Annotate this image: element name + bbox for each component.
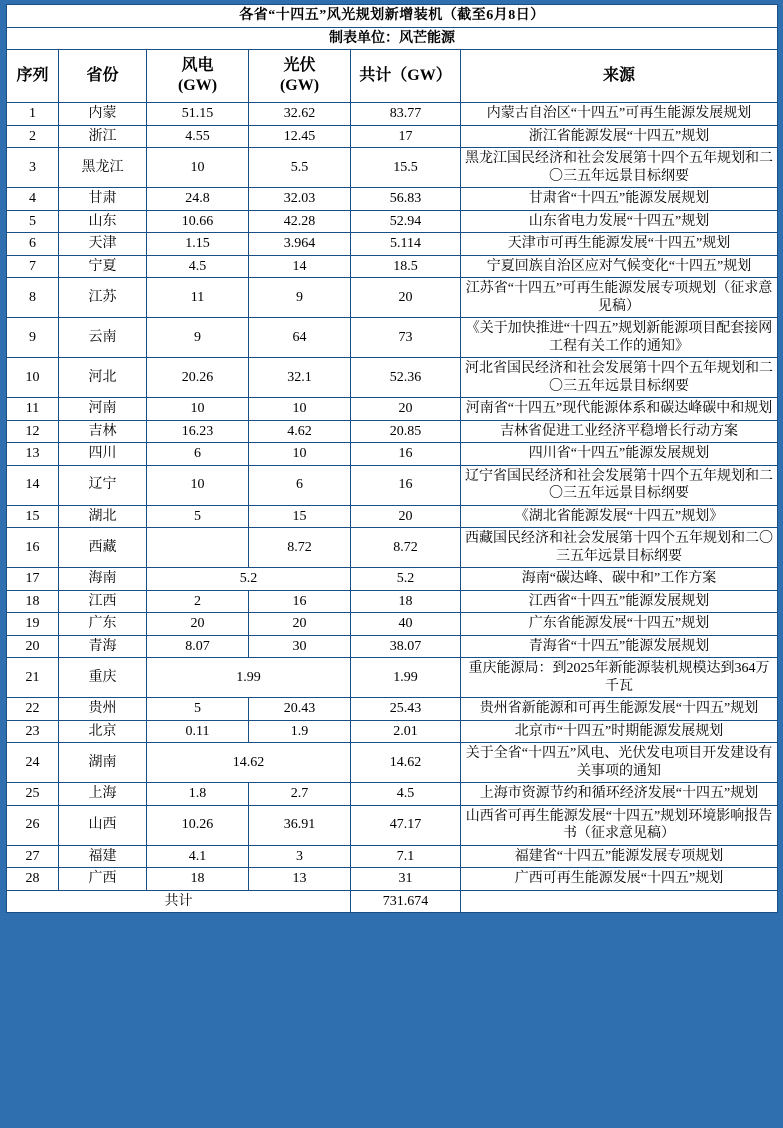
cell-total: 20 — [351, 398, 461, 421]
cell-province: 贵州 — [59, 698, 147, 721]
cell-province: 海南 — [59, 568, 147, 591]
cell-province: 内蒙 — [59, 103, 147, 126]
table-footer — [7, 890, 778, 913]
cell-source: 广东省能源发展“十四五”规划 — [461, 613, 778, 636]
cell-total: 16 — [351, 443, 461, 466]
table-row — [7, 103, 778, 126]
cell-source: 宁夏回族自治区应对气候变化“十四五”规划 — [461, 255, 778, 278]
header-solar — [249, 50, 351, 103]
table-row — [7, 868, 778, 891]
cell-source: 上海市资源节约和循环经济发展“十四五”规划 — [461, 783, 778, 806]
cell-index: 15 — [7, 505, 59, 528]
cell-solar: 12.45 — [249, 125, 351, 148]
cell-source: 河南省“十四五”现代能源体系和碳达峰碳中和规划 — [461, 398, 778, 421]
cell-solar: 4.62 — [249, 420, 351, 443]
header-wind-line1: 风电 — [181, 57, 214, 74]
cell-index: 4 — [7, 188, 59, 211]
cell-solar: 32.03 — [249, 188, 351, 211]
table-row — [7, 743, 778, 783]
cell-wind-solar-merged: 5.2 — [147, 568, 351, 591]
table-row — [7, 278, 778, 318]
cell-index: 20 — [7, 635, 59, 658]
cell-total: 52.36 — [351, 358, 461, 398]
cell-total: 47.17 — [351, 805, 461, 845]
cell-wind: 10.26 — [147, 805, 249, 845]
cell-total: 20 — [351, 278, 461, 318]
cell-source: 北京市“十四五”时期能源发展规划 — [461, 720, 778, 743]
cell-index: 19 — [7, 613, 59, 636]
cell-province: 福建 — [59, 845, 147, 868]
cell-index: 25 — [7, 783, 59, 806]
cell-source: 山西省可再生能源发展“十四五”规划环境影响报告书（征求意见稿） — [461, 805, 778, 845]
cell-total: 38.07 — [351, 635, 461, 658]
cell-province: 云南 — [59, 318, 147, 358]
cell-wind: 9 — [147, 318, 249, 358]
table-row — [7, 528, 778, 568]
cell-total: 16 — [351, 465, 461, 505]
cell-total: 40 — [351, 613, 461, 636]
cell-total: 52.94 — [351, 210, 461, 233]
cell-province: 广东 — [59, 613, 147, 636]
cell-province: 北京 — [59, 720, 147, 743]
cell-total: 8.72 — [351, 528, 461, 568]
cell-wind: 2 — [147, 590, 249, 613]
cell-source: 《关于加快推进“十四五”规划新能源项目配套接网工程有关工作的通知》 — [461, 318, 778, 358]
cell-solar: 1.9 — [249, 720, 351, 743]
cell-wind: 10 — [147, 398, 249, 421]
cell-source: 西藏国民经济和社会发展第十四个五年规划和二〇三五年远景目标纲要 — [461, 528, 778, 568]
cell-wind: 10 — [147, 465, 249, 505]
cell-province: 四川 — [59, 443, 147, 466]
table-row — [7, 443, 778, 466]
cell-source: 甘肃省“十四五”能源发展规划 — [461, 188, 778, 211]
cell-total: 73 — [351, 318, 461, 358]
cell-total: 1.99 — [351, 658, 461, 698]
cell-index: 23 — [7, 720, 59, 743]
cell-source: 贵州省新能源和可再生能源发展“十四五”规划 — [461, 698, 778, 721]
cell-index: 6 — [7, 233, 59, 256]
cell-index: 13 — [7, 443, 59, 466]
cell-index: 26 — [7, 805, 59, 845]
cell-wind — [147, 528, 249, 568]
cell-total: 2.01 — [351, 720, 461, 743]
footer-row — [7, 890, 778, 913]
cell-province: 重庆 — [59, 658, 147, 698]
cell-province: 湖南 — [59, 743, 147, 783]
document-title: 各省“十四五”风光规划新增装机（截至6月8日） — [7, 5, 778, 28]
cell-source: 内蒙古自治区“十四五”可再生能源发展规划 — [461, 103, 778, 126]
cell-province: 山东 — [59, 210, 147, 233]
cell-province: 青海 — [59, 635, 147, 658]
cell-total: 15.5 — [351, 148, 461, 188]
cell-solar: 36.91 — [249, 805, 351, 845]
cell-wind: 6 — [147, 443, 249, 466]
cell-source: 江苏省“十四五”可再生能源发展专项规划（征求意见稿） — [461, 278, 778, 318]
cell-wind: 4.5 — [147, 255, 249, 278]
cell-province: 天津 — [59, 233, 147, 256]
table-row — [7, 590, 778, 613]
table-row — [7, 568, 778, 591]
table-row — [7, 318, 778, 358]
cell-wind: 10.66 — [147, 210, 249, 233]
cell-source: 黑龙江国民经济和社会发展第十四个五年规划和二〇三五年远景目标纲要 — [461, 148, 778, 188]
cell-index: 9 — [7, 318, 59, 358]
document-subtitle: 制表单位：风芒能源 — [7, 27, 778, 50]
cell-province: 湖北 — [59, 505, 147, 528]
cell-solar: 10 — [249, 443, 351, 466]
cell-source: 《湖北省能源发展“十四五”规划》 — [461, 505, 778, 528]
cell-solar: 30 — [249, 635, 351, 658]
cell-total: 5.2 — [351, 568, 461, 591]
cell-total: 56.83 — [351, 188, 461, 211]
cell-index: 27 — [7, 845, 59, 868]
cell-province: 浙江 — [59, 125, 147, 148]
cell-total: 83.77 — [351, 103, 461, 126]
header-source: 来源 — [461, 50, 778, 103]
table-row — [7, 255, 778, 278]
table-row — [7, 613, 778, 636]
cell-source: 吉林省促进工业经济平稳增长行动方案 — [461, 420, 778, 443]
header-province: 省份 — [59, 50, 147, 103]
cell-index: 8 — [7, 278, 59, 318]
cell-total: 7.1 — [351, 845, 461, 868]
cell-source: 青海省“十四五”能源发展规划 — [461, 635, 778, 658]
footer-total-value: 731.674 — [351, 890, 461, 913]
cell-source: 广西可再生能源发展“十四五”规划 — [461, 868, 778, 891]
cell-solar: 8.72 — [249, 528, 351, 568]
cell-index: 10 — [7, 358, 59, 398]
cell-wind: 18 — [147, 868, 249, 891]
cell-index: 12 — [7, 420, 59, 443]
cell-index: 5 — [7, 210, 59, 233]
cell-province: 上海 — [59, 783, 147, 806]
cell-total: 5.114 — [351, 233, 461, 256]
cell-source: 重庆能源局：到2025年新能源装机规模达到364万千瓦 — [461, 658, 778, 698]
cell-solar: 64 — [249, 318, 351, 358]
cell-solar: 2.7 — [249, 783, 351, 806]
cell-index: 16 — [7, 528, 59, 568]
cell-index: 2 — [7, 125, 59, 148]
cell-source: 海南“碳达峰、碳中和”工作方案 — [461, 568, 778, 591]
cell-wind: 20.26 — [147, 358, 249, 398]
cell-source: 天津市可再生能源发展“十四五”规划 — [461, 233, 778, 256]
cell-index: 28 — [7, 868, 59, 891]
cell-solar: 5.5 — [249, 148, 351, 188]
table-body — [7, 103, 778, 891]
cell-wind: 10 — [147, 148, 249, 188]
cell-province: 黑龙江 — [59, 148, 147, 188]
title-row — [7, 5, 778, 28]
cell-wind-solar-merged: 1.99 — [147, 658, 351, 698]
cell-wind: 5 — [147, 698, 249, 721]
cell-solar: 42.28 — [249, 210, 351, 233]
cell-province: 西藏 — [59, 528, 147, 568]
cell-solar: 32.1 — [249, 358, 351, 398]
header-solar-line2: (GW) — [279, 77, 320, 94]
cell-total: 4.5 — [351, 783, 461, 806]
cell-solar: 3.964 — [249, 233, 351, 256]
table-row — [7, 398, 778, 421]
cell-solar: 16 — [249, 590, 351, 613]
column-header-row — [7, 50, 778, 103]
cell-index: 22 — [7, 698, 59, 721]
cell-solar: 20 — [249, 613, 351, 636]
table-row — [7, 698, 778, 721]
table-row — [7, 658, 778, 698]
header-solar-line1: 光伏 — [283, 57, 316, 74]
cell-wind: 1.8 — [147, 783, 249, 806]
cell-source: 关于全省“十四五”风电、光伏发电项目开发建设有关事项的通知 — [461, 743, 778, 783]
cell-source: 浙江省能源发展“十四五”规划 — [461, 125, 778, 148]
cell-index: 17 — [7, 568, 59, 591]
table-row — [7, 635, 778, 658]
header-wind — [147, 50, 249, 103]
cell-solar: 32.62 — [249, 103, 351, 126]
table-row — [7, 845, 778, 868]
cell-solar: 15 — [249, 505, 351, 528]
cell-wind: 24.8 — [147, 188, 249, 211]
cell-source: 福建省“十四五”能源发展专项规划 — [461, 845, 778, 868]
table-row — [7, 358, 778, 398]
cell-province: 甘肃 — [59, 188, 147, 211]
cell-source: 四川省“十四五”能源发展规划 — [461, 443, 778, 466]
cell-solar: 3 — [249, 845, 351, 868]
cell-total: 31 — [351, 868, 461, 891]
table-row — [7, 148, 778, 188]
header-index: 序列 — [7, 50, 59, 103]
cell-wind: 11 — [147, 278, 249, 318]
cell-index: 1 — [7, 103, 59, 126]
table-row — [7, 783, 778, 806]
cell-province: 吉林 — [59, 420, 147, 443]
cell-wind-solar-merged: 14.62 — [147, 743, 351, 783]
footer-empty-cell — [461, 890, 778, 913]
header-total: 共计（GW） — [351, 50, 461, 103]
cell-province: 宁夏 — [59, 255, 147, 278]
cell-province: 江西 — [59, 590, 147, 613]
cell-solar: 14 — [249, 255, 351, 278]
table-row — [7, 720, 778, 743]
table-row — [7, 210, 778, 233]
footer-total-label: 共计 — [7, 890, 351, 913]
cell-wind: 8.07 — [147, 635, 249, 658]
cell-solar: 9 — [249, 278, 351, 318]
cell-index: 3 — [7, 148, 59, 188]
cell-province: 山西 — [59, 805, 147, 845]
cell-wind: 0.11 — [147, 720, 249, 743]
cell-index: 18 — [7, 590, 59, 613]
table-header — [7, 5, 778, 103]
cell-wind: 4.1 — [147, 845, 249, 868]
cell-total: 18 — [351, 590, 461, 613]
cell-source: 河北省国民经济和社会发展第十四个五年规划和二〇三五年远景目标纲要 — [461, 358, 778, 398]
cell-solar: 13 — [249, 868, 351, 891]
header-wind-line2: (GW) — [177, 77, 218, 94]
cell-source: 辽宁省国民经济和社会发展第十四个五年规划和二〇三五年远景目标纲要 — [461, 465, 778, 505]
table-row — [7, 188, 778, 211]
planning-table — [6, 4, 778, 913]
cell-index: 14 — [7, 465, 59, 505]
cell-source: 山东省电力发展“十四五”规划 — [461, 210, 778, 233]
cell-index: 7 — [7, 255, 59, 278]
table-row — [7, 420, 778, 443]
cell-province: 江苏 — [59, 278, 147, 318]
cell-province: 广西 — [59, 868, 147, 891]
cell-wind: 51.15 — [147, 103, 249, 126]
table-row — [7, 805, 778, 845]
cell-total: 20 — [351, 505, 461, 528]
cell-index: 24 — [7, 743, 59, 783]
cell-total: 20.85 — [351, 420, 461, 443]
cell-wind: 1.15 — [147, 233, 249, 256]
cell-index: 21 — [7, 658, 59, 698]
cell-total: 14.62 — [351, 743, 461, 783]
table-row — [7, 505, 778, 528]
cell-source: 江西省“十四五”能源发展规划 — [461, 590, 778, 613]
cell-solar: 20.43 — [249, 698, 351, 721]
table-row — [7, 465, 778, 505]
cell-index: 11 — [7, 398, 59, 421]
table-row — [7, 125, 778, 148]
cell-wind: 4.55 — [147, 125, 249, 148]
cell-wind: 20 — [147, 613, 249, 636]
cell-total: 17 — [351, 125, 461, 148]
cell-wind: 5 — [147, 505, 249, 528]
cell-solar: 6 — [249, 465, 351, 505]
subtitle-row — [7, 27, 778, 50]
cell-wind: 16.23 — [147, 420, 249, 443]
cell-province: 辽宁 — [59, 465, 147, 505]
cell-total: 25.43 — [351, 698, 461, 721]
cell-total: 18.5 — [351, 255, 461, 278]
cell-province: 河北 — [59, 358, 147, 398]
cell-solar: 10 — [249, 398, 351, 421]
cell-province: 河南 — [59, 398, 147, 421]
table-row — [7, 233, 778, 256]
